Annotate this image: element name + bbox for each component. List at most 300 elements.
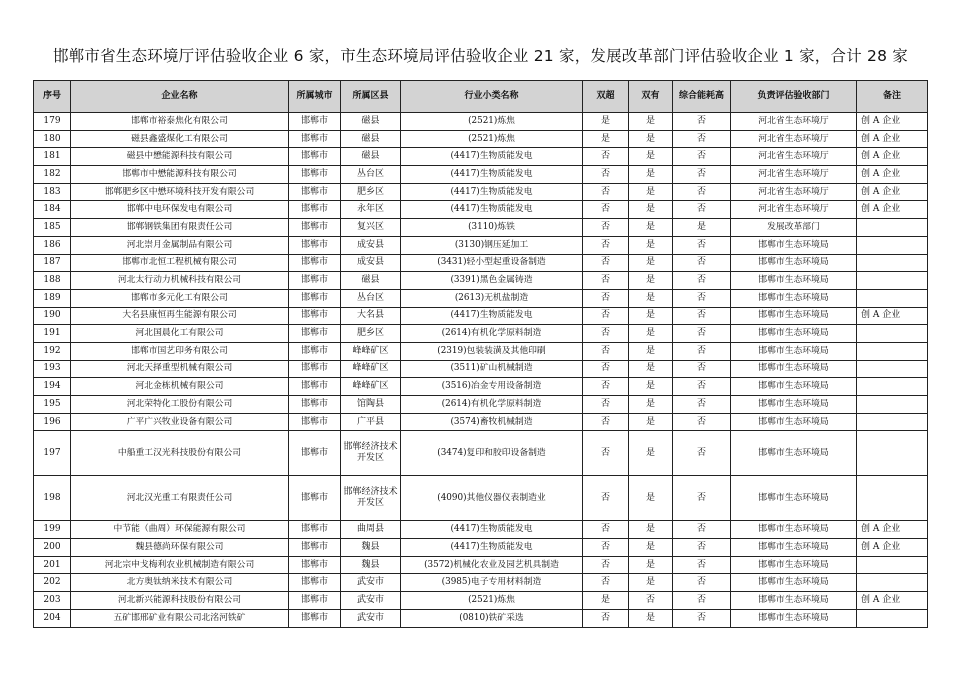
cell-industry: (4417)生物质能发电 [401, 539, 583, 557]
cell-city: 邯郸市 [289, 476, 341, 521]
table-row [34, 360, 928, 378]
cell-double-super: 否 [583, 307, 629, 325]
cell-city: 邯郸市 [289, 113, 341, 131]
cell-industry: (2614)有机化学原料制造 [401, 396, 583, 414]
table-header [34, 81, 928, 113]
cell-dept: 河北省生态环境厅 [731, 130, 857, 148]
cell-industry: (4417)生物质能发电 [401, 166, 583, 184]
cell-city: 邯郸市 [289, 592, 341, 610]
cell-energy: 否 [673, 556, 731, 574]
cell-note [857, 325, 928, 343]
table-row [34, 342, 928, 360]
cell-note [857, 476, 928, 521]
cell-city: 邯郸市 [289, 360, 341, 378]
cell-dept: 邯郸市生态环境局 [731, 272, 857, 290]
cell-district: 武安市 [341, 592, 401, 610]
header-double-exist: 双有 [629, 81, 673, 113]
cell-industry: (2521)炼焦 [401, 592, 583, 610]
cell-energy: 否 [673, 413, 731, 431]
cell-district: 磁县 [341, 148, 401, 166]
cell-double-super: 否 [583, 396, 629, 414]
cell-energy: 否 [673, 254, 731, 272]
cell-name: 河北宗申戈梅利农业机械制造有限公司 [71, 556, 289, 574]
cell-district: 磁县 [341, 130, 401, 148]
cell-note: 创 A 企业 [857, 148, 928, 166]
cell-dept: 邯郸市生态环境局 [731, 574, 857, 592]
table-row [34, 113, 928, 131]
cell-city: 邯郸市 [289, 148, 341, 166]
cell-double-super: 否 [583, 342, 629, 360]
cell-industry: (2521)炼焦 [401, 113, 583, 131]
cell-note [857, 289, 928, 307]
cell-double-exist: 是 [629, 130, 673, 148]
table-row [34, 556, 928, 574]
cell-energy: 否 [673, 130, 731, 148]
cell-district: 曲周县 [341, 521, 401, 539]
cell-name: 邯郸市北恒工程机械有限公司 [71, 254, 289, 272]
cell-industry: (3574)畜牧机械制造 [401, 413, 583, 431]
cell-district: 磁县 [341, 113, 401, 131]
cell-no: 192 [34, 342, 71, 360]
header-dept: 负责评估验收部门 [731, 81, 857, 113]
cell-energy: 否 [673, 378, 731, 396]
cell-dept: 邯郸市生态环境局 [731, 539, 857, 557]
cell-district: 丛台区 [341, 166, 401, 184]
cell-industry: (4417)生物质能发电 [401, 201, 583, 219]
cell-double-super: 否 [583, 254, 629, 272]
cell-note [857, 609, 928, 627]
cell-no: 189 [34, 289, 71, 307]
table-row [34, 476, 928, 521]
cell-name: 邯郸中电环保发电有限公司 [71, 201, 289, 219]
cell-dept: 邯郸市生态环境局 [731, 476, 857, 521]
cell-industry: (3516)冶金专用设备制造 [401, 378, 583, 396]
cell-district: 邯郸经济技术开发区 [341, 476, 401, 521]
cell-note: 创 A 企业 [857, 592, 928, 610]
cell-double-exist: 是 [629, 476, 673, 521]
cell-city: 邯郸市 [289, 342, 341, 360]
cell-energy: 否 [673, 574, 731, 592]
cell-double-super: 否 [583, 539, 629, 557]
cell-city: 邯郸市 [289, 166, 341, 184]
cell-industry: (2614)有机化学原料制造 [401, 325, 583, 343]
cell-energy: 否 [673, 148, 731, 166]
cell-city: 邯郸市 [289, 378, 341, 396]
cell-name: 魏县德尚环保有限公司 [71, 539, 289, 557]
cell-industry: (3572)机械化农业及园艺机具制造 [401, 556, 583, 574]
cell-district: 复兴区 [341, 219, 401, 237]
cell-double-super: 是 [583, 592, 629, 610]
table-row [34, 609, 928, 627]
cell-double-exist: 是 [629, 201, 673, 219]
cell-double-exist: 否 [629, 592, 673, 610]
cell-double-super: 否 [583, 148, 629, 166]
cell-name: 河北荣特化工股份有限公司 [71, 396, 289, 414]
cell-double-exist: 是 [629, 148, 673, 166]
cell-no: 204 [34, 609, 71, 627]
cell-city: 邯郸市 [289, 396, 341, 414]
cell-name: 磁县鑫盛煤化工有限公司 [71, 130, 289, 148]
cell-energy: 否 [673, 325, 731, 343]
cell-double-exist: 是 [629, 360, 673, 378]
cell-double-super: 否 [583, 325, 629, 343]
cell-double-exist: 是 [629, 289, 673, 307]
cell-energy: 否 [673, 521, 731, 539]
cell-dept: 河北省生态环境厅 [731, 201, 857, 219]
cell-dept: 邯郸市生态环境局 [731, 592, 857, 610]
cell-dept: 邯郸市生态环境局 [731, 236, 857, 254]
cell-city: 邯郸市 [289, 254, 341, 272]
cell-name: 中节能（曲周）环保能源有限公司 [71, 521, 289, 539]
cell-district: 大名县 [341, 307, 401, 325]
cell-double-super: 否 [583, 289, 629, 307]
cell-district: 邯郸经济技术开发区 [341, 431, 401, 476]
cell-no: 198 [34, 476, 71, 521]
header-note: 备注 [857, 81, 928, 113]
cell-note [857, 360, 928, 378]
cell-name: 大名县康恒再生能源有限公司 [71, 307, 289, 325]
cell-double-exist: 是 [629, 396, 673, 414]
cell-energy: 是 [673, 219, 731, 237]
cell-note: 创 A 企业 [857, 539, 928, 557]
header-district: 所属区县 [341, 81, 401, 113]
cell-energy: 否 [673, 272, 731, 290]
cell-industry: (4417)生物质能发电 [401, 521, 583, 539]
cell-energy: 否 [673, 592, 731, 610]
cell-double-super: 否 [583, 236, 629, 254]
cell-no: 202 [34, 574, 71, 592]
table-row [34, 521, 928, 539]
cell-industry: (0810)铁矿采选 [401, 609, 583, 627]
cell-note [857, 272, 928, 290]
header-city: 所属城市 [289, 81, 341, 113]
cell-city: 邯郸市 [289, 236, 341, 254]
cell-industry: (4417)生物质能发电 [401, 148, 583, 166]
cell-district: 永年区 [341, 201, 401, 219]
cell-city: 邯郸市 [289, 521, 341, 539]
cell-note: 创 A 企业 [857, 201, 928, 219]
cell-no: 187 [34, 254, 71, 272]
cell-district: 峰峰矿区 [341, 342, 401, 360]
cell-double-exist: 是 [629, 166, 673, 184]
cell-double-super: 否 [583, 476, 629, 521]
cell-energy: 否 [673, 539, 731, 557]
header-industry: 行业小类名称 [401, 81, 583, 113]
cell-name: 邯郸肥乡区中懋环境科技开发有限公司 [71, 183, 289, 201]
cell-industry: (3110)炼铁 [401, 219, 583, 237]
cell-name: 广平广兴牧业设备有限公司 [71, 413, 289, 431]
cell-note [857, 556, 928, 574]
cell-dept: 河北省生态环境厅 [731, 113, 857, 131]
cell-city: 邯郸市 [289, 574, 341, 592]
cell-dept: 河北省生态环境厅 [731, 183, 857, 201]
cell-no: 180 [34, 130, 71, 148]
table-row [34, 307, 928, 325]
cell-double-super: 否 [583, 521, 629, 539]
cell-double-exist: 是 [629, 219, 673, 237]
cell-double-exist: 是 [629, 556, 673, 574]
cell-energy: 否 [673, 307, 731, 325]
cell-city: 邯郸市 [289, 307, 341, 325]
cell-dept: 邯郸市生态环境局 [731, 556, 857, 574]
header-name: 企业名称 [71, 81, 289, 113]
cell-industry: (3431)轻小型起重设备制造 [401, 254, 583, 272]
cell-name: 河北崇月金属制品有限公司 [71, 236, 289, 254]
cell-city: 邯郸市 [289, 219, 341, 237]
cell-energy: 否 [673, 609, 731, 627]
table-row [34, 236, 928, 254]
cell-industry: (3474)复印和胶印设备制造 [401, 431, 583, 476]
cell-no: 179 [34, 113, 71, 131]
cell-district: 魏县 [341, 556, 401, 574]
table-row [34, 325, 928, 343]
cell-double-super: 否 [583, 272, 629, 290]
table-row [34, 272, 928, 290]
cell-name: 北方奥钛纳米技术有限公司 [71, 574, 289, 592]
cell-industry: (3391)黑色金属铸造 [401, 272, 583, 290]
cell-name: 河北金栋机械有限公司 [71, 378, 289, 396]
cell-district: 肥乡区 [341, 183, 401, 201]
cell-city: 邯郸市 [289, 539, 341, 557]
cell-double-super: 否 [583, 201, 629, 219]
cell-no: 184 [34, 201, 71, 219]
cell-dept: 邯郸市生态环境局 [731, 289, 857, 307]
cell-no: 194 [34, 378, 71, 396]
cell-no: 182 [34, 166, 71, 184]
cell-energy: 否 [673, 342, 731, 360]
cell-dept: 发展改革部门 [731, 219, 857, 237]
cell-double-super: 否 [583, 431, 629, 476]
cell-double-exist: 是 [629, 521, 673, 539]
table-row [34, 183, 928, 201]
cell-double-exist: 是 [629, 609, 673, 627]
cell-dept: 河北省生态环境厅 [731, 148, 857, 166]
cell-name: 邯郸钢铁集团有限责任公司 [71, 219, 289, 237]
cell-note [857, 236, 928, 254]
cell-note [857, 431, 928, 476]
cell-no: 199 [34, 521, 71, 539]
cell-no: 185 [34, 219, 71, 237]
cell-dept: 邯郸市生态环境局 [731, 307, 857, 325]
cell-dept: 邯郸市生态环境局 [731, 254, 857, 272]
cell-double-super: 否 [583, 183, 629, 201]
cell-name: 河北天择重型机械有限公司 [71, 360, 289, 378]
cell-city: 邯郸市 [289, 130, 341, 148]
cell-name: 邯郸市多元化工有限公司 [71, 289, 289, 307]
header-energy: 综合能耗高 [673, 81, 731, 113]
cell-energy: 否 [673, 166, 731, 184]
cell-double-super: 否 [583, 574, 629, 592]
cell-city: 邯郸市 [289, 272, 341, 290]
table-row [34, 378, 928, 396]
cell-double-exist: 是 [629, 113, 673, 131]
enterprise-table [33, 80, 928, 628]
cell-double-exist: 是 [629, 307, 673, 325]
cell-note: 创 A 企业 [857, 130, 928, 148]
cell-dept: 邯郸市生态环境局 [731, 325, 857, 343]
cell-double-exist: 是 [629, 378, 673, 396]
cell-dept: 邯郸市生态环境局 [731, 413, 857, 431]
cell-energy: 否 [673, 476, 731, 521]
cell-district: 成安县 [341, 254, 401, 272]
cell-energy: 否 [673, 396, 731, 414]
cell-energy: 否 [673, 289, 731, 307]
cell-double-super: 否 [583, 609, 629, 627]
cell-energy: 否 [673, 183, 731, 201]
table-row [34, 574, 928, 592]
cell-dept: 邯郸市生态环境局 [731, 342, 857, 360]
table-row [34, 130, 928, 148]
cell-note [857, 254, 928, 272]
cell-double-exist: 是 [629, 413, 673, 431]
cell-dept: 邯郸市生态环境局 [731, 431, 857, 476]
cell-note: 创 A 企业 [857, 521, 928, 539]
cell-note [857, 342, 928, 360]
cell-industry: (2613)无机盐制造 [401, 289, 583, 307]
cell-city: 邯郸市 [289, 556, 341, 574]
table-body [34, 113, 928, 628]
cell-double-super: 否 [583, 378, 629, 396]
cell-city: 邯郸市 [289, 201, 341, 219]
cell-note: 创 A 企业 [857, 166, 928, 184]
cell-district: 成安县 [341, 236, 401, 254]
cell-name: 邯郸市裕泰焦化有限公司 [71, 113, 289, 131]
table-row [34, 254, 928, 272]
cell-industry: (3130)钢压延加工 [401, 236, 583, 254]
cell-no: 186 [34, 236, 71, 254]
table-row [34, 201, 928, 219]
cell-no: 193 [34, 360, 71, 378]
cell-industry: (3985)电子专用材料制造 [401, 574, 583, 592]
cell-dept: 河北省生态环境厅 [731, 166, 857, 184]
cell-dept: 邯郸市生态环境局 [731, 360, 857, 378]
table-row [34, 592, 928, 610]
cell-no: 195 [34, 396, 71, 414]
header-double-super: 双超 [583, 81, 629, 113]
cell-no: 183 [34, 183, 71, 201]
cell-industry: (4417)生物质能发电 [401, 307, 583, 325]
cell-industry: (4090)其他仪器仪表制造业 [401, 476, 583, 521]
cell-no: 191 [34, 325, 71, 343]
cell-industry: (2521)炼焦 [401, 130, 583, 148]
cell-double-exist: 是 [629, 431, 673, 476]
cell-city: 邯郸市 [289, 609, 341, 627]
cell-double-super: 是 [583, 130, 629, 148]
cell-double-exist: 是 [629, 342, 673, 360]
cell-district: 丛台区 [341, 289, 401, 307]
cell-no: 200 [34, 539, 71, 557]
cell-district: 馆陶县 [341, 396, 401, 414]
cell-no: 196 [34, 413, 71, 431]
cell-district: 魏县 [341, 539, 401, 557]
cell-double-exist: 是 [629, 539, 673, 557]
cell-name: 邯郸市国艺印务有限公司 [71, 342, 289, 360]
cell-double-super: 否 [583, 556, 629, 574]
cell-industry: (3511)矿山机械制造 [401, 360, 583, 378]
cell-industry: (4417)生物质能发电 [401, 183, 583, 201]
cell-name: 河北新兴能源科技股份有限公司 [71, 592, 289, 610]
cell-double-super: 否 [583, 219, 629, 237]
header-no: 序号 [34, 81, 71, 113]
cell-note: 创 A 企业 [857, 113, 928, 131]
cell-no: 188 [34, 272, 71, 290]
cell-city: 邯郸市 [289, 413, 341, 431]
cell-no: 197 [34, 431, 71, 476]
table-row [34, 431, 928, 476]
cell-dept: 邯郸市生态环境局 [731, 609, 857, 627]
table-row [34, 148, 928, 166]
cell-name: 磁县中懋能源科技有限公司 [71, 148, 289, 166]
cell-district: 武安市 [341, 609, 401, 627]
cell-no: 181 [34, 148, 71, 166]
cell-energy: 否 [673, 360, 731, 378]
cell-double-exist: 是 [629, 574, 673, 592]
cell-name: 五矿邯邢矿业有限公司北洺河铁矿 [71, 609, 289, 627]
cell-note [857, 574, 928, 592]
table-row [34, 289, 928, 307]
cell-name: 河北太行动力机械科技有限公司 [71, 272, 289, 290]
cell-city: 邯郸市 [289, 325, 341, 343]
cell-name: 河北汉光重工有限责任公司 [71, 476, 289, 521]
table-row [34, 539, 928, 557]
page-title: 邯郸市省生态环境厅评估验收企业 6 家，市生态环境局评估验收企业 21 家，发展改革部门评估验收企业 1 家，合计 28 家 [53, 47, 908, 65]
cell-dept: 邯郸市生态环境局 [731, 521, 857, 539]
cell-energy: 否 [673, 431, 731, 476]
cell-city: 邯郸市 [289, 431, 341, 476]
cell-industry: (2319)包装装潢及其他印刷 [401, 342, 583, 360]
cell-city: 邯郸市 [289, 183, 341, 201]
table-row [34, 413, 928, 431]
table-row [34, 396, 928, 414]
cell-no: 201 [34, 556, 71, 574]
table-row [34, 166, 928, 184]
cell-name: 中船重工汉光科技股份有限公司 [71, 431, 289, 476]
cell-dept: 邯郸市生态环境局 [731, 378, 857, 396]
cell-energy: 否 [673, 236, 731, 254]
cell-note: 创 A 企业 [857, 307, 928, 325]
cell-name: 河北国晨化工有限公司 [71, 325, 289, 343]
cell-double-super: 否 [583, 413, 629, 431]
cell-energy: 否 [673, 113, 731, 131]
cell-double-super: 否 [583, 360, 629, 378]
cell-district: 广平县 [341, 413, 401, 431]
cell-note [857, 413, 928, 431]
cell-no: 203 [34, 592, 71, 610]
cell-no: 190 [34, 307, 71, 325]
cell-name: 邯郸市中懋能源科技有限公司 [71, 166, 289, 184]
cell-double-super: 是 [583, 113, 629, 131]
cell-district: 峰峰矿区 [341, 378, 401, 396]
cell-dept: 邯郸市生态环境局 [731, 396, 857, 414]
cell-note [857, 396, 928, 414]
cell-district: 峰峰矿区 [341, 360, 401, 378]
cell-double-exist: 是 [629, 272, 673, 290]
cell-double-exist: 是 [629, 236, 673, 254]
cell-double-super: 否 [583, 166, 629, 184]
cell-energy: 否 [673, 201, 731, 219]
cell-district: 武安市 [341, 574, 401, 592]
cell-district: 肥乡区 [341, 325, 401, 343]
cell-note [857, 219, 928, 237]
cell-double-exist: 是 [629, 254, 673, 272]
cell-district: 磁县 [341, 272, 401, 290]
cell-double-exist: 是 [629, 325, 673, 343]
table-row [34, 219, 928, 237]
cell-note [857, 378, 928, 396]
cell-double-exist: 是 [629, 183, 673, 201]
cell-city: 邯郸市 [289, 289, 341, 307]
cell-note: 创 A 企业 [857, 183, 928, 201]
